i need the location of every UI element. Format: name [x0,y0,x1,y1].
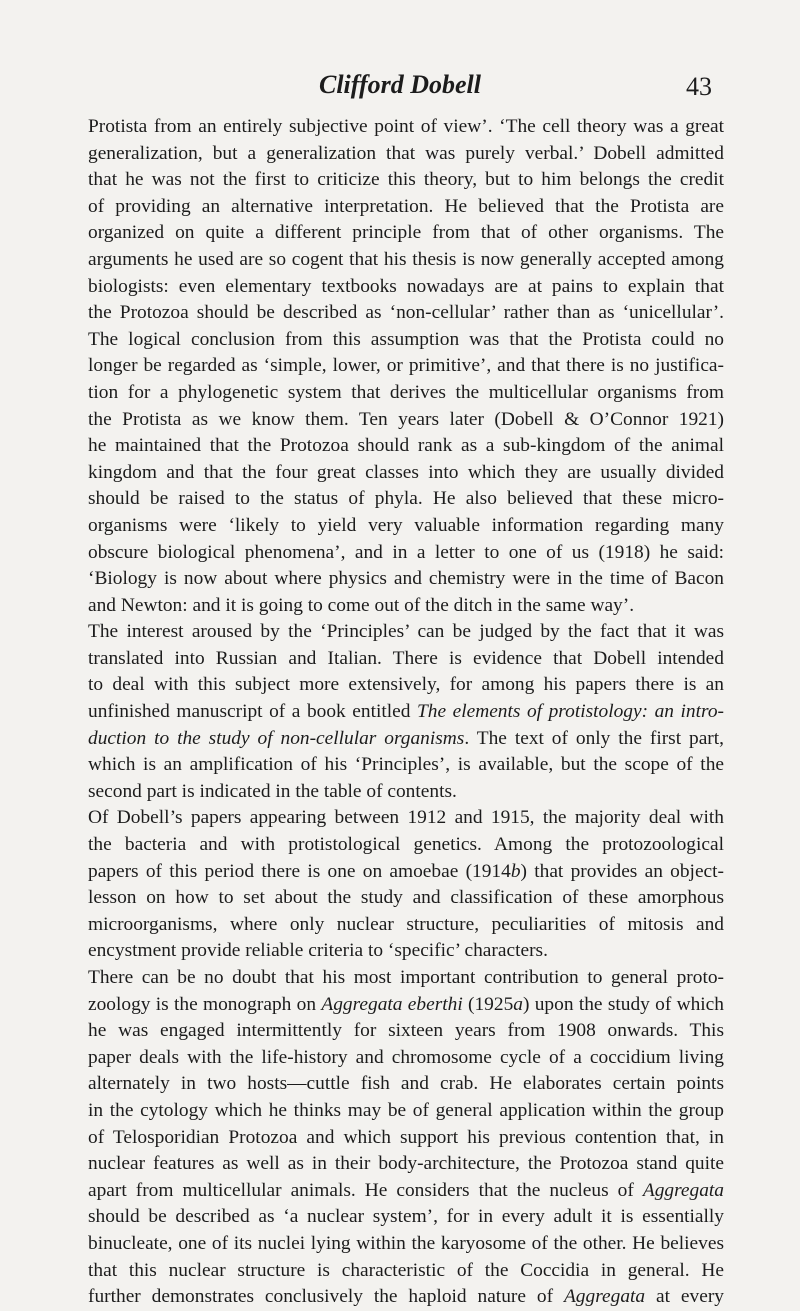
text-segment: . The text of only the first part, [464,727,724,749]
text-line: the Protozoa should be described as ‘non-cellular’ rather than as ‘unicellular’. [88,302,724,324]
book-subtitle: duction to the study of non-cellular organisms [88,727,465,749]
text-segment: papers of this period there is one on amoebae (1914 [88,860,511,882]
text-line: generalization, but a generalization that was purely verbal.’ Dobell admitted [88,142,724,164]
text-line: should be raised to the status of phyla. He also believed that these micro- [88,488,724,510]
genus-name: Aggregata [642,1179,724,1201]
text-line: should be described as ‘a nuclear system’, for in every adult it is essentially [88,1206,724,1228]
text-line: which is an amplification of his ‘Principles’, is available, but the scope of the [88,754,724,776]
page-number: 43 [686,72,712,101]
paragraph [88,114,724,619]
paragraph [88,965,724,1311]
text-segment: unfinished manuscript of a book entitled [88,701,417,723]
text-line [88,992,724,1019]
text-line [88,726,724,753]
text-line: obscure biological phenomena’, and in a letter to one of us (1918) he said: [88,541,724,563]
text-line: lesson on how to set about the study and classification of these amorphous [88,887,724,909]
text-segment: ) upon the study of which [522,993,724,1015]
text-line: microorganisms, where only nuclear structure, peculiarities of mitosis and [88,913,724,935]
text-line: The interest aroused by the ‘Principles’ can be judged by the fact that it was [88,621,724,643]
text-line: tion for a phylogenetic system that derives the multicellular organisms from [88,381,724,403]
text-line: the bacteria and with protistological genetics. Among the protozoological [88,834,724,856]
text-line: There can be no doubt that his most important contribution to general proto- [88,967,724,988]
text-line: kingdom and that the four great classes into which they are usually divided [88,461,724,483]
text-line: nuclear features as well as in their body-architecture, the Protozoa stand quite [88,1153,724,1175]
text-line: in the cytology which he thinks may be of general application within the group [88,1099,724,1121]
text-segment: (1925 [462,993,514,1015]
book-title: The elements of protistology: an intro- [416,701,724,723]
genus-name: Aggregata [563,1286,646,1308]
text-line: second part is indicated in the table of contents. [88,780,457,802]
text-line: ‘Biology is now about where physics and chemistry were in the time of Bacon [88,568,724,590]
text-line: organized on quite a different principle from that of other organisms. The [88,222,724,244]
text-segment: apart from multicellular animals. He considers that the nucleus of [88,1179,643,1201]
text-segment: zoology is the monograph on [88,993,322,1015]
text-line: binucleate, one of its nuclei lying within the karyosome of the other. He believes [88,1232,724,1254]
text-line: The logical conclusion from this assumption was that the Protista could no [88,328,724,350]
species-name: Aggregata eberthi [321,993,463,1015]
text-line: and Newton: and it is going to come out of the ditch in the same way’. [88,594,635,616]
text-segment: at every [645,1286,724,1308]
citation-suffix: b [510,860,521,882]
text-segment: ) that provides an object- [520,860,725,882]
text-segment: further demonstrates conclusively the haploid nature of [88,1286,564,1308]
text-line: of Telosporidian Protozoa and which support his previous contention that, in [88,1126,724,1148]
paragraph [88,805,724,965]
text-line: to deal with this subject more extensively, for among his papers there is an [88,674,724,696]
text-line: that this nuclear structure is characteristic of the Coccidia in general. He [88,1259,724,1281]
text-line: arguments he used are so cogent that his thesis is now generally accepted among [88,248,724,270]
text-line [88,1178,724,1205]
text-line: the Protista as we know them. Ten years later (Dobell & O’Connor 1921) [88,408,724,430]
text-line: he was engaged intermittently for sixteen years from 1908 onwards. This [88,1020,724,1042]
body-text [88,114,724,1311]
text-line: he maintained that the Protozoa should rank as a sub-kingdom of the animal [88,435,724,457]
text-line: translated into Russian and Italian. There is evidence that Dobell intended [88,647,724,669]
text-line: organisms were ‘likely to yield very valuable information regarding many [88,514,724,536]
citation-suffix: a [513,993,523,1015]
text-line: encystment provide reliable criteria to ‘specific’ characters. [88,940,548,962]
text-line [88,859,724,886]
running-head: Clifford Dobell [318,70,482,99]
text-line: longer be regarded as ‘simple, lower, or primitive’, and that there is no justifica- [88,355,724,377]
text-line [88,1284,724,1311]
text-line: biologists: even elementary textbooks nowadays are at pains to explain that [88,275,724,297]
text-line: of providing an alternative interpretation. He believed that the Protista are [88,195,724,217]
paragraph [88,619,724,805]
text-line: Protista from an entirely subjective point of view’. ‘The cell theory was a great [88,116,724,137]
text-line: that he was not the first to criticize this theory, but to him belongs the credit [88,169,724,191]
text-line: Of Dobell’s papers appearing between 1912 and 1915, the majority deal with [88,807,724,829]
text-line: alternately in two hosts—cuttle fish and crab. He elaborates certain points [88,1073,724,1095]
page-header [0,70,800,110]
text-line: paper deals with the life-history and chromosome cycle of a coccidium living [88,1046,724,1068]
text-line [88,699,724,726]
